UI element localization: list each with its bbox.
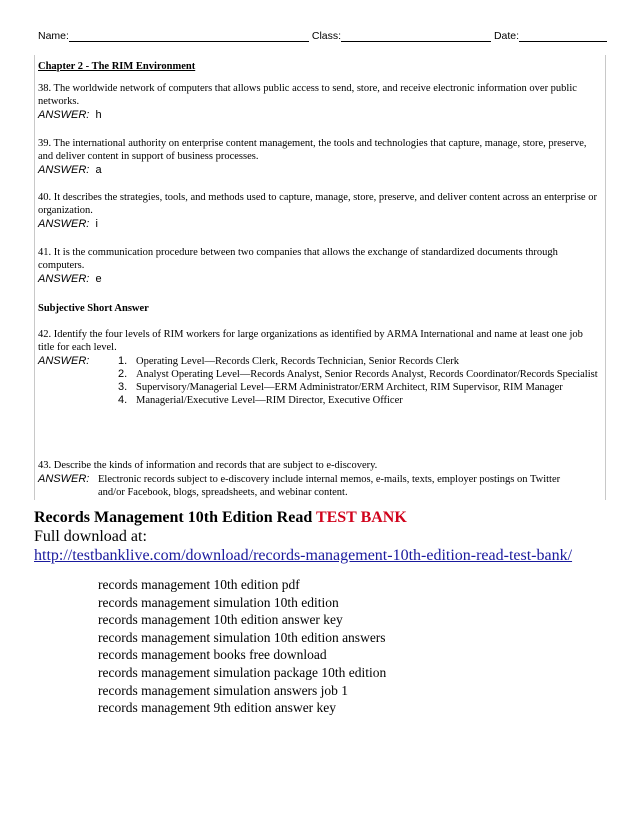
keyword-item: records management 10th edition pdf — [98, 577, 300, 592]
class-label: Class: — [311, 30, 342, 42]
keyword-item: records management simulation 10th edition — [98, 594, 339, 610]
answer-43-label — [38, 473, 89, 486]
date-label: Date: — [493, 30, 520, 42]
list-item — [118, 355, 626, 368]
name-label: Name: — [38, 30, 69, 42]
question-43: 43. Describe the kinds of information and records that are subject to e-discovery. — [38, 460, 378, 471]
footer-title-highlight: TEST BANK — [315, 509, 407, 526]
list-item-number: 4. — [118, 394, 128, 406]
question-40: 40. It describes the strategies, tools, and methods used to capture, manage, store, preserve, and deliver content across an enterprise or organization. — [38, 192, 597, 216]
keyword-item: records management books free download — [98, 647, 327, 663]
answer-42-list — [118, 355, 626, 407]
answer-38 — [38, 109, 102, 122]
answer-40 — [38, 218, 98, 231]
answer-value: a — [95, 164, 102, 176]
footer-subtitle: Full download at: — [34, 528, 147, 545]
answer-label: ANSWER: — [38, 109, 90, 121]
answer-label: ANSWER: — [38, 218, 90, 230]
keyword-item: records management simulation package 10th edition — [98, 664, 387, 680]
list-item-number: 3. — [118, 381, 128, 393]
list-item — [118, 381, 626, 394]
list-item — [118, 368, 626, 381]
keyword-item: records management 10th edition answer key — [98, 612, 343, 628]
list-item-number: 2. — [118, 368, 128, 380]
answer-label: ANSWER: — [38, 355, 90, 367]
keyword-list — [98, 576, 386, 717]
class-blank — [341, 30, 491, 42]
footer-title — [34, 509, 407, 527]
name-blank — [69, 30, 309, 42]
question-39: 39. The international authority on enterprise content management, the tools and technologies that capture, manage, store, preserve, and deliver content in support of business processes. — [38, 138, 587, 162]
list-item-text: Supervisory/Managerial Level—ERM Administrator/ERM Architect, RIM Supervisor, RIM Manager — [136, 382, 563, 393]
answer-label: ANSWER: — [38, 273, 90, 285]
answer-42-label — [38, 355, 89, 368]
question-38: 38. The worldwide network of computers that allows public access to send, store, and receive electronic information over public networks. — [38, 83, 577, 107]
answer-label: ANSWER: — [38, 473, 90, 485]
keyword-item: records management simulation answers job 1 — [98, 682, 349, 698]
list-item-text: Managerial/Executive Level—RIM Director, Executive Officer — [136, 395, 403, 406]
worksheet-header — [38, 30, 602, 42]
list-item-text: Analyst Operating Level—Records Analyst, Senior Records Analyst, Records Coordinator/Records Specialist — [136, 369, 598, 380]
footer-title-text: Records Management 10th Edition Read — [34, 509, 313, 526]
answer-41 — [38, 273, 102, 286]
question-42: 42. Identify the four levels of RIM workers for large organizations as identified by ARMA International and name at least one job title for each level. — [38, 329, 583, 353]
list-item-number: 1. — [118, 355, 128, 367]
download-link[interactable]: http://testbanklive.com/download/records-management-10th-edition-read-test-bank/ — [34, 547, 573, 564]
question-41: 41. It is the communication procedure between two companies that allows the exchange of standardized documents through computers. — [38, 247, 558, 271]
date-blank — [519, 30, 607, 42]
list-item — [118, 394, 626, 407]
content-box — [34, 55, 606, 500]
answer-label: ANSWER: — [38, 164, 90, 176]
chapter-title: Chapter 2 - The RIM Environment — [38, 61, 196, 72]
answer-value: h — [95, 109, 102, 121]
answer-39 — [38, 164, 102, 177]
answer-43-text: Electronic records subject to e-discovery include internal memos, e-mails, texts, employer postings on Twitter and/or Facebook, blogs, spreadsheets, and webinar content. — [98, 474, 561, 498]
list-item-text: Operating Level—Records Clerk, Records Technician, Senior Records Clerk — [136, 356, 460, 367]
answer-value: i — [95, 218, 98, 230]
keyword-item: records management simulation 10th edition answers — [98, 629, 386, 645]
section-title: Subjective Short Answer — [38, 303, 149, 314]
answer-value: e — [95, 273, 102, 285]
keyword-item: records management 9th edition answer key — [98, 700, 337, 716]
